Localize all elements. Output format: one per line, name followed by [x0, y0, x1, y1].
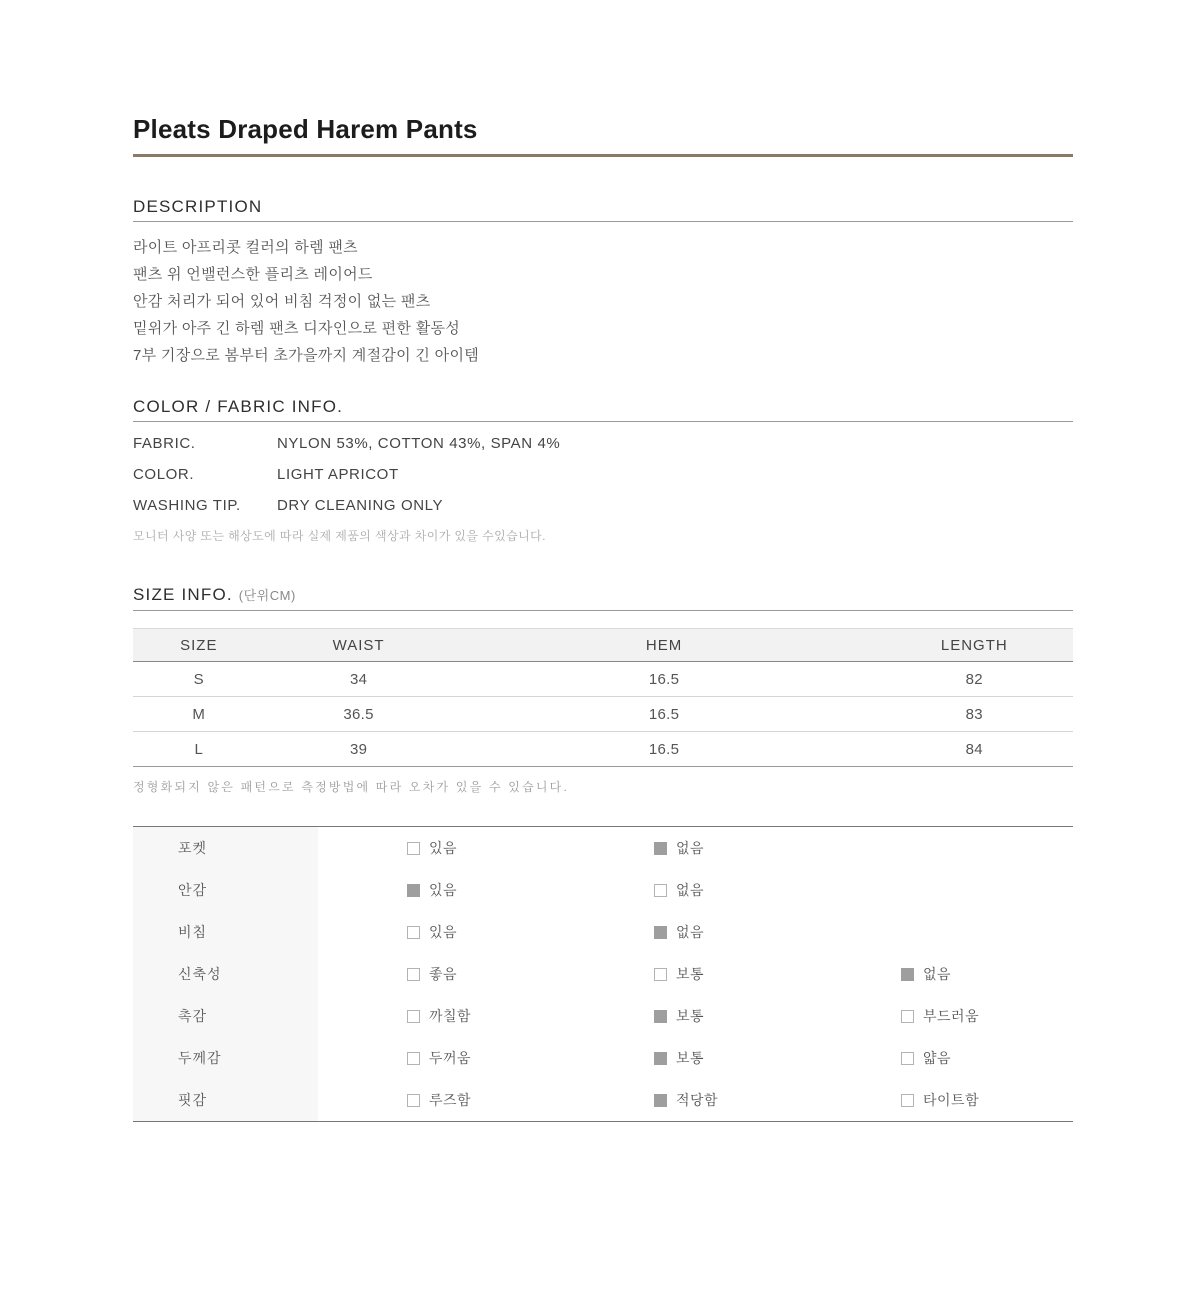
monitor-color-note: 모니터 사양 또는 해상도에 따라 실제 제품의 색상과 차이가 있을 수있습니다. — [133, 529, 546, 543]
checkbox-icon — [407, 884, 420, 897]
checkbox-icon — [407, 1094, 420, 1107]
waist-cell: 36.5 — [265, 697, 453, 732]
feature-options — [318, 1079, 1073, 1121]
checkbox-icon — [654, 1010, 667, 1023]
feature-option-label: 부드러움 — [923, 1008, 980, 1024]
checkbox-icon — [654, 1052, 667, 1065]
color-label: COLOR. — [133, 466, 195, 483]
feature-options — [318, 911, 1073, 953]
color-row — [133, 467, 1073, 482]
fabric-info-heading: COLOR / FABRIC INFO. — [133, 397, 1073, 422]
hem-cell: 16.5 — [453, 697, 876, 732]
size-table — [133, 628, 1073, 767]
feature-option-label: 있음 — [429, 924, 458, 940]
hem-cell: 16.5 — [648, 740, 680, 758]
feature-label: 두께감 — [133, 1037, 318, 1079]
size-info-section — [133, 585, 1073, 795]
size-column-header: SIZE — [133, 629, 265, 662]
table-row — [133, 732, 1073, 767]
feature-option-label: 없음 — [676, 924, 705, 940]
checkbox-icon — [901, 1094, 914, 1107]
feature-option — [565, 1037, 812, 1079]
feature-option-label: 보통 — [676, 966, 705, 982]
feature-label: 촉감 — [133, 995, 318, 1037]
feature-option-label: 좋음 — [429, 966, 458, 982]
description-heading: DESCRIPTION — [133, 197, 1073, 222]
feature-row-thickness — [133, 1037, 1073, 1079]
feature-option — [318, 995, 565, 1037]
table-row — [133, 662, 1073, 697]
feature-option — [565, 995, 812, 1037]
feature-option — [565, 953, 812, 995]
feature-option — [812, 1037, 1059, 1079]
feature-option — [812, 953, 1059, 995]
feature-option-label: 있음 — [429, 882, 458, 898]
feature-label: 핏감 — [133, 1079, 318, 1121]
product-detail-page — [133, 0, 1073, 1122]
feature-label: 비침 — [133, 911, 318, 953]
feature-options — [318, 869, 1073, 911]
feature-row-texture — [133, 995, 1073, 1037]
feature-options — [318, 827, 1073, 869]
checkbox-icon — [654, 884, 667, 897]
checkbox-icon — [407, 926, 420, 939]
feature-option-label: 보통 — [676, 1050, 705, 1066]
feature-option — [318, 827, 565, 869]
checkbox-icon — [901, 968, 914, 981]
feature-row-pocket — [133, 827, 1073, 869]
feature-options — [318, 953, 1073, 995]
description-text — [133, 234, 1073, 369]
feature-option-label: 루즈함 — [429, 1092, 472, 1108]
feature-option-label: 적당함 — [676, 1092, 719, 1108]
feature-option — [812, 995, 1059, 1037]
hem-column-header: HEM — [453, 629, 876, 662]
feature-options — [318, 995, 1073, 1037]
description-line: 안감 처리가 되어 있어 비침 걱정이 없는 팬츠 — [133, 293, 431, 310]
feature-row-sheerness — [133, 911, 1073, 953]
feature-option — [565, 911, 812, 953]
measurement-note: 정형화되지 않은 패턴으로 측정방법에 따라 오차가 있을 수 있습니다. — [133, 780, 569, 794]
feature-option-label: 까칠함 — [429, 1008, 472, 1024]
feature-option — [318, 869, 565, 911]
feature-option-label: 없음 — [676, 882, 705, 898]
size-cell: S — [133, 662, 265, 697]
feature-option-label: 타이트함 — [923, 1092, 980, 1108]
description-line: 밑위가 아주 긴 하렘 팬츠 디자인으로 편한 활동성 — [133, 320, 461, 337]
feature-option — [565, 1079, 812, 1121]
washing-tip-value: DRY CLEANING ONLY — [277, 497, 444, 514]
description-line: 라이트 아프리콧 컬러의 하렘 팬츠 — [133, 239, 358, 256]
color-value: LIGHT APRICOT — [277, 466, 399, 483]
checkbox-icon — [654, 926, 667, 939]
feature-option — [318, 953, 565, 995]
size-cell: M — [133, 697, 265, 732]
size-info-heading — [133, 585, 1073, 611]
length-column-header: LENGTH — [876, 629, 1073, 662]
feature-options — [318, 1037, 1073, 1079]
feature-option-label: 보통 — [676, 1008, 705, 1024]
checkbox-icon — [654, 968, 667, 981]
waist-cell: 34 — [265, 662, 453, 697]
feature-option — [812, 1079, 1059, 1121]
feature-option — [565, 827, 812, 869]
waist-column-header: WAIST — [265, 629, 453, 662]
washing-tip-label: WASHING TIP. — [133, 497, 241, 514]
feature-table — [133, 826, 1073, 1122]
feature-option-label: 두꺼움 — [429, 1050, 472, 1066]
description-section — [133, 197, 1073, 369]
fabric-info-rows — [133, 436, 1073, 513]
feature-option — [318, 1079, 565, 1121]
checkbox-icon — [407, 1010, 420, 1023]
description-line: 팬츠 위 언밸런스한 플리츠 레이어드 — [133, 266, 373, 283]
feature-row-lining — [133, 869, 1073, 911]
fabric-value: NYLON 53%, COTTON 43%, SPAN 4% — [277, 435, 561, 452]
checkbox-icon — [654, 1094, 667, 1107]
size-table-header-row — [133, 629, 1073, 662]
size-cell: L — [194, 740, 204, 758]
feature-option — [318, 1037, 565, 1079]
washing-tip-row — [133, 498, 1073, 513]
feature-option-label: 없음 — [923, 966, 952, 982]
feature-option — [565, 869, 812, 911]
checkbox-icon — [654, 842, 667, 855]
feature-option-label: 없음 — [676, 840, 705, 856]
length-cell: 83 — [876, 697, 1073, 732]
fabric-info-section — [133, 397, 1073, 544]
checkbox-icon — [407, 842, 420, 855]
feature-label: 안감 — [133, 869, 318, 911]
feature-checklist-section — [133, 826, 1073, 1122]
checkbox-icon — [901, 1052, 914, 1065]
fabric-row — [133, 436, 1073, 451]
hem-cell: 16.5 — [453, 662, 876, 697]
feature-label: 포켓 — [133, 827, 318, 869]
feature-option-label: 있음 — [429, 840, 458, 856]
size-unit-label: (단위CM) — [238, 588, 296, 603]
checkbox-icon — [407, 968, 420, 981]
feature-label: 신축성 — [133, 953, 318, 995]
length-cell: 84 — [965, 740, 983, 758]
checkbox-icon — [901, 1010, 914, 1023]
feature-option — [318, 911, 565, 953]
page-title: Pleats Draped Harem Pants — [133, 114, 478, 144]
feature-row-fit — [133, 1079, 1073, 1121]
checkbox-icon — [407, 1052, 420, 1065]
title-divider — [133, 154, 1073, 157]
feature-option-label: 얇음 — [923, 1050, 952, 1066]
feature-row-elasticity — [133, 953, 1073, 995]
fabric-label: FABRIC. — [133, 435, 196, 452]
table-row — [133, 697, 1073, 732]
size-info-heading-text: SIZE INFO. — [133, 585, 233, 604]
length-cell: 82 — [876, 662, 1073, 697]
description-line: 7부 기장으로 봄부터 초가을까지 계절감이 긴 아이템 — [133, 347, 480, 364]
waist-cell: 39 — [349, 740, 368, 758]
